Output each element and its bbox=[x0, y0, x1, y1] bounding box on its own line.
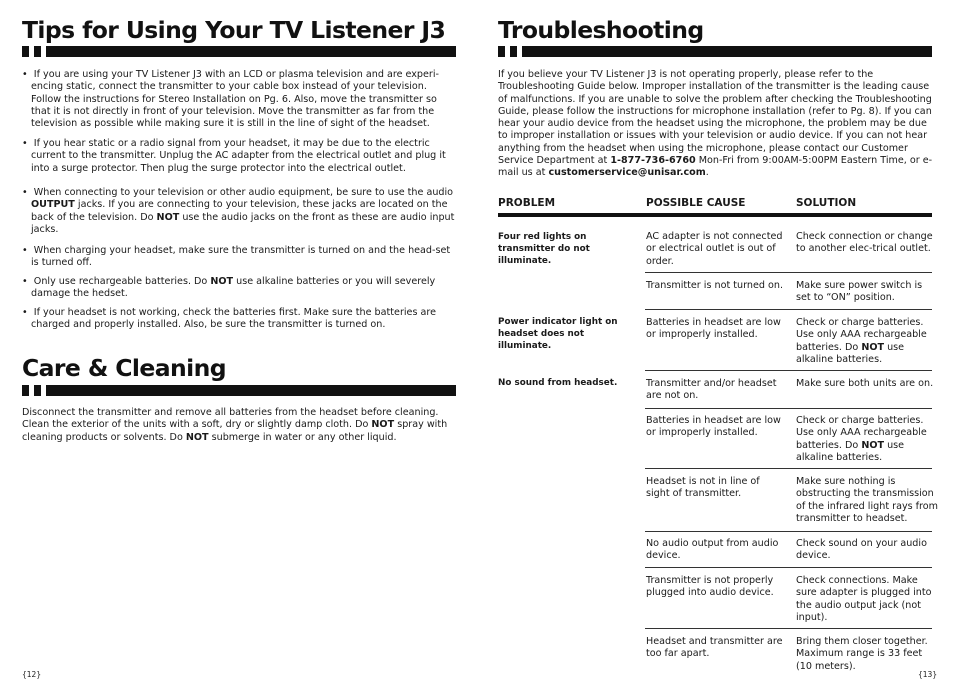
page-number-right: {13} bbox=[918, 670, 938, 679]
solution-cell: Check sound on your audio device. bbox=[796, 538, 927, 562]
row-divider bbox=[645, 628, 932, 629]
care-paragraph: Disconnect the transmitter and remove all batteries from the headset before cleaning. Clean the exterior of the units with a soft, dry or slightly damp cloth. Do NOT spray with cleaning products or solvents. Do NOT submerge in water or any other liquid. bbox=[22, 407, 448, 443]
problem-cell: Four red lights on transmitter do not illuminate. bbox=[498, 232, 590, 266]
solution-cell: Check or charge batteries. Use only AAA rechargeable batteries. Do NOT use alkaline batteries. bbox=[796, 317, 927, 365]
row-divider bbox=[645, 309, 932, 310]
troubleshooting-intro: If you believe your TV Listener J3 is not operating properly, please refer to the Troubleshooting Guide below. Improper installation of the transmitter is the leading cause of malfunctions. If you are unable to solve the problem after checking the Troubleshooting Guide, please follow the instructions for microphone installation (refer to Pg. 8). If you can hear your audio device from the headset using the microphone, the problem may be due to improper installation or issues with your television or audio device. If you can not hear anything from the headset when using the microphone, please contact our Customer Service Department at 1-877-736-6760 Mon-Fri from 9:00AM-5:00PM Eastern Time, or e-mail us at customerservice@unisar.com. bbox=[498, 69, 933, 179]
row-divider bbox=[645, 468, 932, 469]
solution-cell: Check connection or change to another elec-trical outlet. bbox=[796, 231, 933, 255]
tip-item: • If you are using your TV Listener J3 with an LCD or plasma television and are experi-encing static, connect the transmitter to your cable box instead of your television. Follow the instructions for Stereo Installation on Pg. 6. Also, move the transmitter so that it is not directly in front of your television. Move the transmitter as far from the television as possible while making sure it is still in the line of sight of the headset. bbox=[22, 69, 456, 130]
solution-cell: Make sure both units are on. bbox=[796, 378, 934, 389]
cause-cell: Batteries in headset are low or improperly installed. bbox=[646, 317, 781, 341]
care-heading: Care & Cleaning bbox=[22, 354, 226, 382]
troubleshooting-heading: Troubleshooting bbox=[498, 16, 704, 44]
tips-heading-rule bbox=[22, 46, 456, 57]
solution-cell: Check connections. Make sure adapter is plugged into the audio output jack (not input). bbox=[796, 575, 932, 623]
cause-header: POSSIBLE CAUSE bbox=[646, 197, 746, 209]
tips-heading: Tips for Using Your TV Listener J3 bbox=[22, 16, 446, 44]
tip-item: • If your headset is not working, check the batteries first. Make sure the batteries are charged and properly installed. Also, be sure the transmitter is turned on. bbox=[22, 307, 456, 332]
row-divider bbox=[645, 370, 932, 371]
cause-cell: No audio output from audio device. bbox=[646, 538, 779, 562]
cause-cell: AC adapter is not connected or electrical outlet is out of order. bbox=[646, 231, 783, 267]
troubleshooting-heading-rule bbox=[498, 46, 932, 57]
problem-cell: Power indicator light on headset does not illuminate. bbox=[498, 317, 618, 351]
cause-cell: Transmitter is not properly plugged into audio device. bbox=[646, 575, 774, 599]
solution-header: SOLUTION bbox=[796, 197, 857, 209]
cause-cell: Transmitter is not turned on. bbox=[646, 280, 783, 291]
care-heading-rule bbox=[22, 385, 456, 396]
page-number-left: {12} bbox=[22, 670, 42, 679]
cause-cell: Headset is not in line of sight of transmitter. bbox=[646, 476, 760, 500]
table-header-rule bbox=[498, 213, 932, 217]
cause-cell: Headset and transmitter are too far apart. bbox=[646, 636, 783, 660]
row-divider bbox=[645, 272, 932, 273]
tip-item: • When charging your headset, make sure the transmitter is turned on and the head-set is turned off. bbox=[22, 245, 456, 270]
cause-cell: Transmitter and/or headset are not on. bbox=[646, 378, 777, 402]
problem-cell: No sound from headset. bbox=[498, 378, 618, 388]
row-divider bbox=[645, 567, 932, 568]
row-divider bbox=[645, 531, 932, 532]
solution-cell: Make sure nothing is obstructing the transmission of the infrared light rays from transmitter to headset. bbox=[796, 476, 938, 524]
cause-cell: Batteries in headset are low or improperly installed. bbox=[646, 415, 781, 439]
tip-item: • Only use rechargeable batteries. Do NOT use alkaline batteries or you will severely damage the hedset. bbox=[22, 276, 456, 301]
tip-item: • When connecting to your television or other audio equipment, be sure to use the audio OUTPUT jacks. If you are connecting to your television, these jacks are located on the back of the television. Do NOT use the audio jacks on the front as these are audio input jacks. bbox=[22, 187, 456, 236]
row-divider bbox=[645, 408, 932, 409]
solution-cell: Check or charge batteries. Use only AAA rechargeable batteries. Do NOT use alkaline batteries. bbox=[796, 415, 927, 463]
solution-cell: Bring them closer together. Maximum range is 33 feet (10 meters). bbox=[796, 636, 928, 672]
tip-item: • If you hear static or a radio signal from your headset, it may be due to the electric current to the transmitter. Unplug the AC adapter from the electrical outlet and plug it into a surge protector. Then plug the surge protector into the electrical outlet. bbox=[22, 138, 456, 175]
solution-cell: Make sure power switch is set to “ON” position. bbox=[796, 280, 923, 304]
problem-header: PROBLEM bbox=[498, 197, 556, 209]
